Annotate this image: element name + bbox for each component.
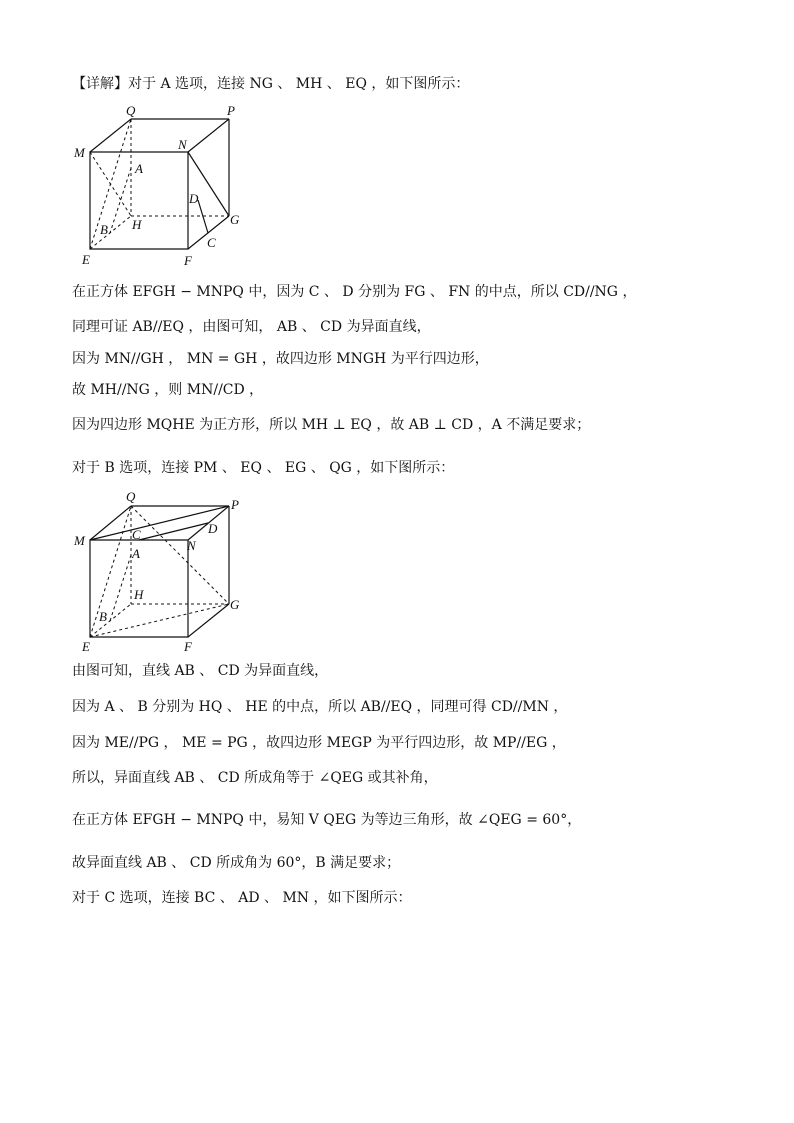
label-H: H: [134, 587, 144, 602]
text-line-5: 故 MH//NG ，则 MN//CD ，: [72, 382, 264, 398]
text-line-11: 所以，异面直线 AB 、 CD 所成角等于 ∠QEG 或其补角，: [72, 770, 438, 786]
label-P: P: [227, 103, 235, 118]
label-M: M: [74, 145, 85, 160]
text-line-12: 在正方体 EFGH − MNPQ 中，易知 V QEG 为等边三角形，故 ∠QEG = 60°，: [72, 812, 582, 828]
label-E: E: [82, 639, 90, 653]
text-line-14: 对于 C 选项，连接 BC 、 AD 、 MN ，如下图所示：: [72, 890, 412, 906]
text-line-7: 对于 B 选项，连接 PM 、 EQ 、 EG 、 QG ，如下图所示：: [72, 460, 455, 476]
text-line-13: 故异面直线 AB 、 CD 所成角为 60°，B 满足要求；: [72, 855, 401, 871]
label-F: F: [184, 253, 192, 268]
label-A: A: [132, 546, 140, 561]
label-H: H: [132, 217, 142, 232]
label-G: G: [230, 597, 240, 612]
cube-diagram-1: [66, 102, 266, 268]
text-line-9: 因为 A 、 B 分别为 HQ 、 HE 的中点，所以 AB//EQ ，同理可得 CD//MN ，: [72, 699, 568, 715]
text-line-10: 因为 ME//PG ， ME = PG ，故四边形 MEGP 为平行四边形，故 MP//EG ，: [72, 735, 566, 751]
cube-figure-1: [66, 102, 266, 268]
label-P: P: [231, 497, 239, 512]
cube-diagram-2: [66, 487, 266, 653]
text-line-6: 因为四边形 MQHE 为正方形，所以 MH ⊥ EQ ，故 AB ⊥ CD ，A 不满足要求；: [72, 417, 591, 433]
label-D: D: [189, 191, 199, 206]
label-C: C: [132, 527, 141, 542]
label-Q: Q: [126, 489, 136, 504]
label-D: D: [208, 521, 218, 536]
label-B: B: [100, 222, 108, 237]
label-M: M: [74, 533, 85, 548]
text-line-8: 由图可知，直线 AB 、 CD 为异面直线，: [72, 663, 329, 679]
text-line-2: 在正方体 EFGH − MNPQ 中，因为 C 、 D 分别为 FG 、 FN 的中点，所以 CD//NG ，: [72, 284, 637, 300]
label-C: C: [207, 235, 216, 250]
label-N: N: [187, 538, 196, 553]
text-line-1: 【详解】对于 A 选项，连接 NG 、 MH 、 EQ ，如下图所示：: [72, 76, 470, 92]
label-Q: Q: [126, 103, 136, 118]
cube-figure-2: [66, 487, 266, 653]
label-B: B: [99, 609, 107, 624]
label-N: N: [178, 137, 187, 152]
label-G: G: [230, 212, 240, 227]
label-F: F: [184, 639, 192, 653]
label-A: A: [135, 161, 143, 176]
text-line-4: 因为 MN//GH ， MN = GH ，故四边形 MNGH 为平行四边形，: [72, 351, 489, 367]
text-line-3: 同理可证 AB//EQ ，由图可知， AB 、 CD 为异面直线，: [72, 319, 431, 335]
label-E: E: [82, 252, 90, 267]
